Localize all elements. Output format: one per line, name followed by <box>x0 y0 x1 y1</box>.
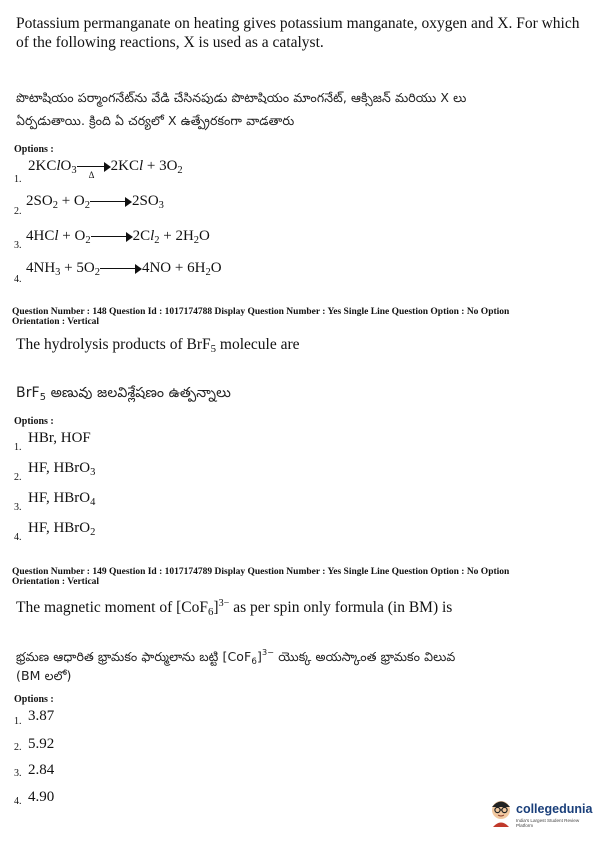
q147-option-4[interactable] <box>14 260 274 288</box>
option-text: HF, HBrO$_2$ <box>28 520 96 538</box>
q148-option-4[interactable] <box>14 520 214 546</box>
q149-option-4[interactable] <box>14 789 134 813</box>
collegedunia-tagline: India's Largest Student Review Platform <box>516 818 580 828</box>
option-text: 2.84 <box>28 762 55 778</box>
option-text: 4.90 <box>28 789 55 805</box>
option-text: HBr, HOF <box>28 430 91 446</box>
option-number: 2. <box>14 742 22 753</box>
q148-meta-line2: Orientation : Vertical <box>12 317 100 327</box>
q147-text-line2: of the following reactions, X is used as a catalyst. <box>16 34 324 51</box>
q149-meta-line1: Question Number : 149 Question Id : 1017174789 Display Question Number : Yes Single Line Question Option : No Option <box>12 567 510 577</box>
option-equation: 2KClO$_3$ Δ $2KCl + 3O_2$ <box>28 158 183 180</box>
q148-telugu-text: BrF$_5$ అణువు జలవిశ్లేషణం ఉత్పన్నాలు <box>16 385 231 403</box>
collegedunia-logo-text: collegedunia <box>516 802 593 816</box>
q148-meta-line1: Question Number : 148 Question Id : 1017174788 Display Question Number : Yes Single Line Question Option : No Option <box>12 307 510 317</box>
q149-option-1[interactable] <box>14 708 134 732</box>
q147-options-label: Options : <box>14 144 54 155</box>
option-number: 2. <box>14 206 22 217</box>
option-number: 1. <box>14 174 22 185</box>
q148-option-1[interactable] <box>14 430 214 456</box>
q147-telugu-line2: ఏర్పడుతాయి. క్రింది ఏ చర్యలో X ఉత్ప్రేరకంగా వాడతారు <box>16 113 295 128</box>
option-text: HF, HBrO$_4$ <box>28 490 96 508</box>
option-equation: $4HCl + O_2$ $2Cl_2 + 2H_2O$ <box>26 228 210 246</box>
q149-option-3[interactable] <box>14 762 134 786</box>
collegedunia-logo-icon <box>488 796 514 828</box>
q147-telugu-line1: పొటాషియం పర్మాంగనేట్‌ను వేడి చేసినపుడు పొటాషియం మాంగనేట్, ఆక్సిజన్ మరియు X లు <box>16 90 467 105</box>
q149-option-2[interactable] <box>14 736 134 760</box>
option-equation: $2SO_2 + O_2$ $2SO_3$ <box>26 193 164 211</box>
q148-option-2[interactable] <box>14 460 214 486</box>
option-text: 3.87 <box>28 708 55 724</box>
reaction-arrow-icon <box>91 231 133 243</box>
q149-telugu-line2: (BM లలో) <box>16 668 72 683</box>
q148-text: The hydrolysis products of BrF$_5$ molecule are <box>16 336 300 355</box>
q147-option-1[interactable] <box>14 158 274 188</box>
q147-option-3[interactable] <box>14 228 274 256</box>
option-number: 2. <box>14 472 22 483</box>
option-number: 1. <box>14 442 22 453</box>
option-text: HF, HBrO$_3$ <box>28 460 96 478</box>
q147-option-2[interactable] <box>14 193 274 221</box>
option-number: 3. <box>14 502 22 513</box>
reaction-arrow-icon <box>100 263 142 275</box>
q149-text: The magnetic moment of $[CoF_6]^{3-}$ as per spin only formula (in BM) is <box>16 598 453 618</box>
q148-options-label: Options : <box>14 416 54 427</box>
q148-option-3[interactable] <box>14 490 214 516</box>
q149-meta-line2: Orientation : Vertical <box>12 577 100 587</box>
option-number: 4. <box>14 274 22 285</box>
option-number: 3. <box>14 768 22 779</box>
option-text: 5.92 <box>28 736 55 752</box>
q149-options-label: Options : <box>14 694 54 705</box>
reaction-arrow-icon <box>90 196 132 208</box>
option-number: 3. <box>14 240 22 251</box>
option-number: 4. <box>14 532 22 543</box>
option-number: 4. <box>14 796 22 807</box>
option-equation: $4NH_3 + 5O_2$ $4NO + 6H_2O$ <box>26 260 222 278</box>
q149-telugu-line1: భ్రమణ ఆధారిత భ్రామకం ఫార్ములాను బట్టి $[CoF_6]^{3-}$ యొక్క అయస్కాంత భ్రామకం విలువ <box>16 647 456 667</box>
option-number: 1. <box>14 716 22 727</box>
reaction-arrow-icon: Δ <box>77 161 111 173</box>
q147-text-line1: Potassium permanganate on heating gives potassium manganate, oxygen and X. For which <box>16 15 580 32</box>
